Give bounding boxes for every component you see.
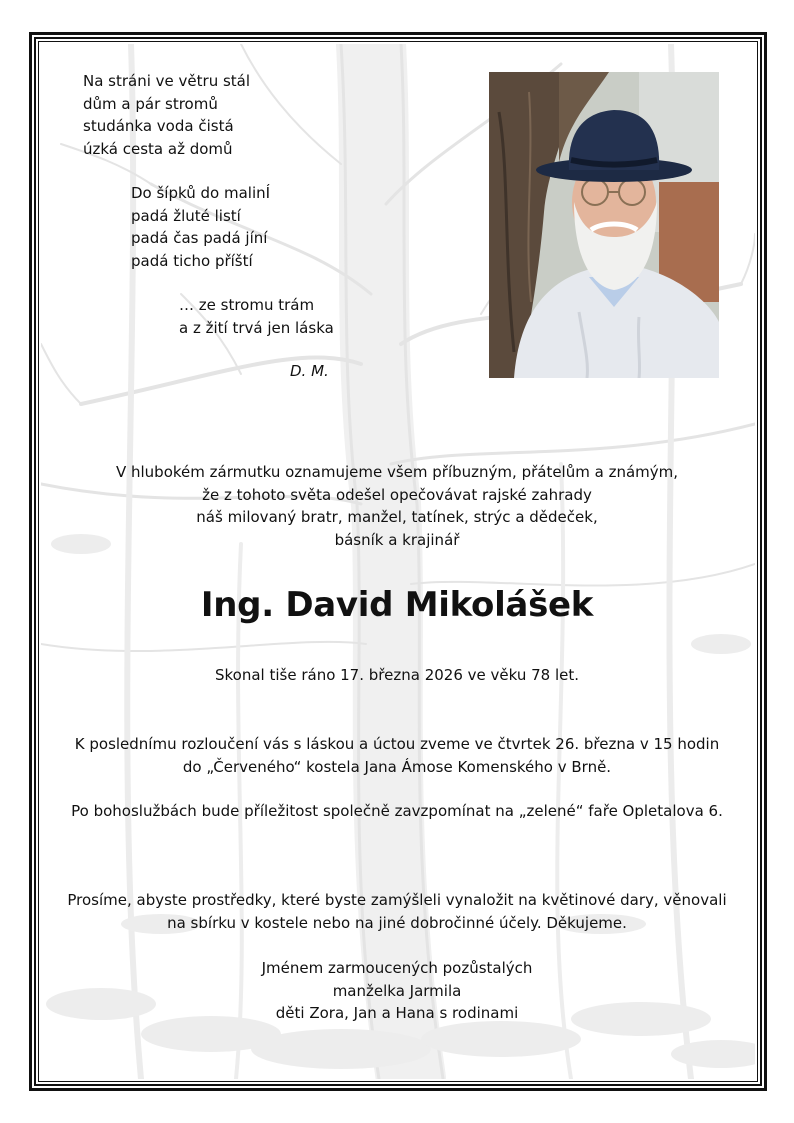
poem-line: padá žluté listí — [131, 206, 241, 225]
portrait-illustration — [489, 72, 719, 378]
poem-line: … ze stromu trám — [179, 296, 315, 314]
family-signature — [48, 957, 746, 1025]
poem-line: Na stráni ve větru stál — [83, 72, 251, 90]
family-line: manželka Jarmila — [332, 981, 462, 1000]
funeral-info — [48, 733, 746, 778]
family-line: Jménem zarmoucených pozůstalých — [261, 959, 533, 977]
poem-line: padá čas padá jíní — [131, 229, 268, 247]
deceased-name: Ing. David Mikolášek — [200, 585, 594, 625]
donation-line: Prosíme, abyste prostředky, které byste zamýšleli vynaložit na květinové dary, věnovali — [67, 891, 727, 909]
poem-line: dům a pár stromů — [83, 94, 218, 113]
poem-stanza-2 — [131, 182, 270, 272]
portrait-photo — [489, 72, 719, 378]
intro-line: básník a krajinář — [334, 530, 460, 549]
poem-line: Do šípků do malinÍ — [131, 184, 271, 202]
poem-line: a z žití trvá jen láska — [179, 318, 334, 337]
funeral-line: do „Červeného“ kostela Jana Ámose Komenského v Brně. — [182, 757, 612, 776]
announcement-intro — [48, 461, 746, 551]
poem-line: úzká cesta až domů — [83, 139, 233, 158]
intro-line: že z tohoto světa odešel opečovávat rajské zahrady — [202, 485, 592, 504]
intro-line: náš milovaný bratr, manžel, tatínek, strýc a dědeček, — [196, 508, 598, 526]
donation-request — [48, 889, 746, 934]
intro-line: V hlubokém zármutku oznamujeme všem příbuzným, přátelům a známým, — [115, 463, 679, 481]
family-line: děti Zora, Jan a Hana s rodinami — [275, 1004, 519, 1022]
death-info: Skonal tiše ráno 17. března 2026 ve věku 78 let. — [214, 666, 580, 684]
poem-line: studánka voda čistá — [83, 117, 234, 135]
donation-line: na sbírku v kostele nebo na jiné dobročinné účely. Děkujeme. — [167, 913, 627, 932]
poem-stanza-3 — [179, 294, 334, 339]
funeral-line: K poslednímu rozloučení vás s láskou a úctou zveme ve čtvrtek 26. března v 15 hodin — [74, 735, 720, 753]
poem-signature: D. M. — [290, 362, 329, 380]
poem-stanza-1 — [83, 70, 250, 160]
gathering-info: Po bohoslužbách bude příležitost společně zavzpomínat na „zelené“ faře Opletalova 6. — [71, 802, 723, 820]
poem-line: padá ticho příští — [131, 251, 253, 270]
